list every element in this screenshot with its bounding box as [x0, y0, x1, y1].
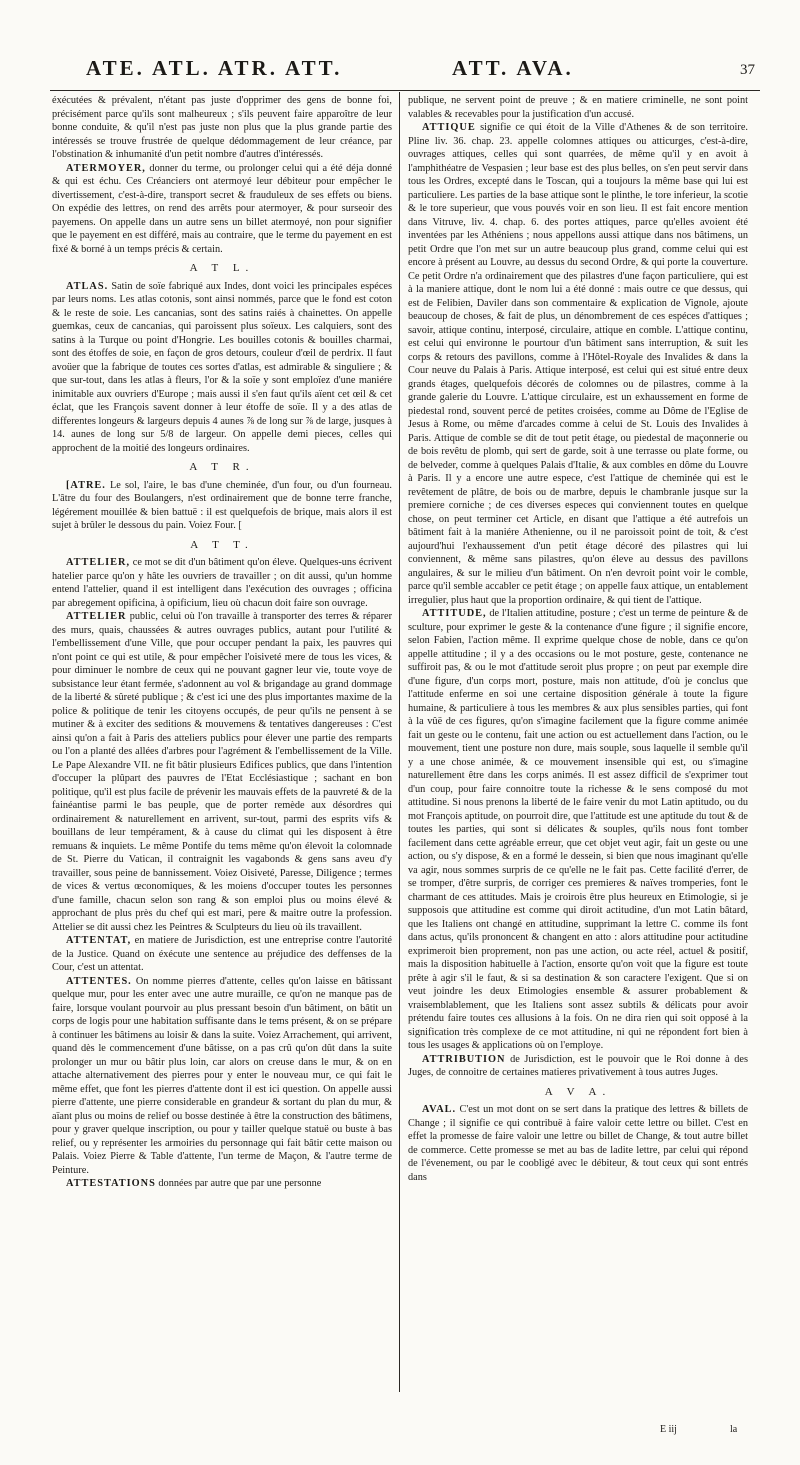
section-heading: A T T.: [190, 538, 254, 551]
dictionary-entry: [408, 121, 748, 607]
entry-text: Satin de soïe fabriqué aux Indes, dont voici les principales espéces par leurs noms. Les atlas cotonis, sont ainsi nommés, parce que le fond est coton & le reste de soie. Les cancanias, sont des satins raiés à chainettes. On appelle guemkas, ceux de cancanias, qui paroissent plus soïeux. Les calquiers, sont des satins à la Turque ou point d'Hongrie. Les bouilles cotonis & bouilles charmai, sont des étoffes de soie, en façon de gros detours, couleur d'œil de perdrix. Il faut avoüer que la fabrique de toutes ces sortes d'atlas, est admirable & singuliere ; & que sur-tout, dans les atlas à fleurs, l'or & la soïe y sont emploïez d'une maniére inimitable aux ouvriers d'Europe ; mais aussi il s'en faut qu'ils aïent cet œil & cet éclat, que les François savent donner à leur étoffe de soïe. Il y a des atlas de differentes longeurs & largeurs depuis 4 aunes ⅞ de long sur ⅞ de large, jusques à 14. aunes de long sur 5/8 de largeur. On appelle demi pieces, celles qui approchent de la moitié des longeurs ordinaires.: [52, 280, 392, 454]
dictionary-entry: [52, 280, 392, 456]
dictionary-entry: [52, 934, 392, 975]
entry-text: données par autre que par une personne: [158, 1178, 322, 1189]
dictionary-entry: [52, 610, 392, 934]
entry-term: ATERMOYER,: [66, 162, 146, 174]
left-column: [52, 94, 392, 1424]
entry-text: éxécutées & prévalent, n'étant pas juste d'opprimer des gens de bonne foi, précisément parce qu'ils sont malheureux ; s'ils peuvent faire apparoître de leur bonne conduite, & qu'il n'est pas juste non plus que la plus grande partie des intéressés se trouve frustrée de quelque dédommagement de leur créance, par l'obstination & inhumanité d'un petit nombre d'autres d'intéressés.: [52, 95, 392, 160]
entry-term: AVAL.: [422, 1104, 457, 1115]
signature-mark: E iij: [660, 1424, 677, 1435]
entry-text: de Jurisdiction, est le pouvoir que le Roi donne à des Juges, de connoitre de certaines matieres privativement à tous autres Juges.: [408, 1053, 748, 1078]
catchword: la: [730, 1424, 738, 1435]
entry-text: publique, ne servent point de preuve ; & en matiere criminelle, ne sont point valables & recevables pour la justification d'un accusé.: [408, 95, 748, 120]
entry-text: en matiere de Jurisdiction, est une entreprise contre l'autorité de la Justice. Quand on éxécute une sentence au préjudice des deffenses de la Cour, c'est un attentat.: [52, 935, 392, 973]
entry-term: ATTENTES.: [66, 975, 132, 987]
running-head-left: ATE. ATL. ATR. ATT.: [86, 56, 343, 80]
entry-text: donner du terme, ou prolonger celui qui a été déja donné & qui est échu. Ces Créanciers ont atermoyé leur débiteur pour empêcher le divertissement, c'est-à-dire, transport secret & frauduleux de ses effets ou biens. On expédie des lettres, on rend des arrêts pour atermoyer, & pour surseoir des payemens. On appelle dans un autre sens un billet atermoyé, non pour signifier que le payement en est différé, mais au contraire, que le terme du payement en est fixé & borné à un temps précis & certain.: [52, 162, 392, 255]
entry-term: ATTITUDE,: [422, 608, 487, 619]
entry-text: signifie ce qui étoit de la Ville d'Athenes & de son territoire. Pline liv. 36. chap. 23. appelle colomnes attiques ou atticurges, c'est-à-dire, ouvrages attiques, celles qui sont quarrées, de même qu'il y en avoit à l'amphithéatre de Vespasien ; leur base est des plus belles, on s'en peut servir dans tous les Ordres, excepté dans le Toscan, qui a toujours la même base qui lui est particuliere. Les parties de la base attique sont le plinthe, le tore inferieur, la scotie & le tore superieur, que vous pouvés voir en son lieu. Il est fait encore mention dans Vitruve, liv. 4. chap. 6. des portes attiques, parce qu'elles avoient été inventées par les Athéniens ; nous appellons aussi attique dans nos bâtimens, un petit Ordre que l'on met sur un autre beaucoup plus grand, comme celui qui est encore à présent au Louvre, au dessus du second Ordre, & qui porte la couverture. Ce petit Ordre n'a ordinairement que des pilastres d'une façon particuliere, qui est à la maniere attique, dont le nom lui a été donné : mais outre ce que dessus, qui est de Felibien, Daviler dans son commentaire & explication de Vignole, ajoute beaucoup de choses, & fait de plus, un dénombrement de ces espéces d'attiques ; savoir, attique continu, interposé, circulaire, attique en comble. L'attique continu, est celui qui environne le pourtour d'un bâtiment sans interruption, & suit les corps & retours des pavillons, comme à l'Hôtel-Royale des Invalides & dans la Cour neuve du Palais à Paris. Attique interposé, est celui qui est situé entre deux grands étages, quelquefois décorés de colomnes ou de pilastres, comme à la grande galerie du Louvre. L'attique circulaire, est un exhaussement en forme de piedestal rond, souvent percé de petites croisées, comme au Dôme de l'Eglise de Jesus à Rome, ou même d'arcades comme à celui de St. Louis des Invalides à Paris. Attique de comble se dit de tout petit étage, ou piedestal de maçonnerie ou de bois revêtu de plomb, qui sert de garde, soit à une terrasse ou plate forme, ou de belveder, comme à quelques Palais d'Italie, & aux combles en dôme du Louvre à Paris. Il y a encore une autre espece, c'est l'attique de cheminée qui est le revêtement de plâtre, de bois ou de marbre, depuis le chambranle jusque sur la premiere corniche ; de ces diverses especes qui conviennent toutes en quelque chose, on peut terminer cet Article, en disant que l'attique a été autrefois un bâtiment fait à la maniére Athenienne, ou il ne paroissoit point de toit, & c'est aujourd'hui l'exhaussement d'un petit étage décoré des pilastres qui lui conviennent, & même sans pilastres, qu'on éleve au dessus des pavillons angulaires, & sur le milieu d'un bâtiment. On n'en devroit point voir le comble, parce qu'il semble accabler ce petit étage ; on appelle faux attique, un entablement irregulier, plus haut que la proportion ordinaire, & qui tient de l'attique.: [408, 122, 748, 606]
entry-term: ATTESTATIONS: [66, 1178, 156, 1189]
running-head-right: ATT. AVA.: [452, 56, 574, 80]
dictionary-entry: [52, 162, 392, 257]
entry-term: ATTELIER,: [66, 557, 131, 568]
header-rule: [50, 90, 760, 91]
section-heading: A V A.: [544, 1085, 612, 1098]
entry-text: de l'Italien attitudine, posture ; c'est un terme de peinture & de sculture, pour exprimer le geste & la contenance d'une figure ; il signifie encore, selon Fabien, l'action même. Il exprime quelque chose de noble, dans ce qu'on appelle attitudine ; il y a des occasions ou le mot posture, geste, contenance ne suffiroit pas, & ou le mot d'attitude seroit plus propre ; on peut par exemple dire d'une figure, d'un corps mort, posture, mais non attitude, d'où je conclus que l'attitude enferme en soi une certaine disposition générale à toute la figure humaine, & particuliere à tous les membres & aux plus sensibles parties, qui font à la vûë de ces figures, qu'on s'imagine facilement que la figure comme animée fait un geste ou le contenu, fait une action ou est actuellement dans l'action, ou le mouvement, tient une posture non dure, mais souple, sous laquelle il semble qu'il y a une chose animée, & ce mouvement insensible qui est, ou s'imagine naturellement être dans les corps animés. Il est assez difficil de s'exprimer tout d'un coup, pour faire connoitre toute la richesse & le sens composé du mot attitudine. Si nous prenons la liberté de le faire venir du mot Latin aptitudo, ou du mot François aptitude, on pourroit dire, que l'attitude est une aptitude du tout & de toutes les parties, qui sont si délicates & souples, qu'ils nous font tomber facilement dans cette agréable erreur, que cet objet veut agir, fait un geste ou une action, ou s'y dispose, & en a formé le dessein, si bien que nous imaginant qu'elle va agir, nous sommes surpris de ce qu'elle ne le fait pas. Cette facilité d'errer, de se tromper, d'être surpris, de corriger ces premieres & naïves tromperies, font le charmant de ces attitudes. Mais je croirois être plus heureux en Etimologie, si je supposois que attitudine est comme qui diroit actitudine, d'un mot Latin bâtard, que les Italiens ont changé en attitudine, supprimant la lettre C. comme ils font dans actus, qu'ils prononcent & changent en atto : alors attitudine pour actitudine exprimeroit bien proprement, non pas une action, ou acte réel, actuel & positif, mais la disposition habituelle à l'action, ensorte qu'on voit que la figure est toute prête à agir s'il le faut, & si sa destination & son caractere l'exigent. Que si on veut joindre les deux Etimologies ensemble & assurer probablement & vraisemblablement, que les Italiens sont assez subtils & délicats pour avoir prétendu faire toutes ces allusions à la fois. On ne dira rien qui soit opposé à la signification très complexe de ce mot attitudine, ni qui ne répondent fort bien à tous les usages & applications où on l'employe.: [408, 608, 748, 1051]
entry-term: [ATRE.: [66, 479, 106, 491]
entry-text: C'est un mot dont on se sert dans la pratique des lettres & billets de Change ; il signifie ce qui contribuë à faire valoir cette lettre ou billet. C'est en effet la promesse de faire valoir une lettre ou billet de Change, & tout autre billet de commerce. Cette promesse se met au bas de ladite lettre, par celui qui répond de l'évenement, ou par le coobligé avec le débiteur, & tout ceux qui sont entrés dans: [408, 1104, 748, 1183]
entry-term: ATTENTAT,: [66, 935, 132, 946]
entry-text: Le sol, l'aire, le bas d'une cheminée, d'un four, ou d'un fourneau. L'âtre du four des Boulangers, n'est ordinairement que de bonne terre franche, légérement mouillée & bien battuë : il est quelquefois de brique, mais alors il est sujet à brûler le dessous du pain. Voiez Four. [: [52, 479, 392, 531]
dictionary-entry: [408, 1103, 748, 1184]
dictionary-entry: [408, 1053, 748, 1080]
right-column: [408, 94, 748, 1424]
entry-text: ce mot se dit d'un bâtiment qu'on éleve. Quelques-uns écrivent hatelier parce qu'on y hâte les ouvriers de travailler ; on dit aussi, qu'un homme entend l'attelier, quand il est intelligent dans l'exécution des ouvrages ; officina par abregement opificina, à opificium, lieu où chacun doit faire son ouvrage.: [52, 557, 392, 609]
dictionary-entry: [408, 607, 748, 1053]
entry-term: ATTIQUE: [422, 122, 476, 133]
page-number: 37: [740, 62, 755, 78]
column-divider: [399, 92, 400, 1392]
dictionary-entry: [52, 1177, 392, 1191]
entry-term: ATLAS.: [66, 280, 109, 292]
entry-text: On nomme pierres d'attente, celles qu'on laisse en bâtissant quelque mur, pour les enter avec une autre muraille, ce qu'on ne manque pas de faire, lorsque voulant pourvoir au plus pressant besoin d'un bâtiment, on bâtit un corps de logis pour une habitation suffisante dans le tems présent, & on se prépare à continuer les bâtimens au loisir & dans la suite. Voiez Arrachement, qui arrivent, quand dès le commencement d'une bâtisse, on a pas crû qu'on dût dans la suite prolonger un mur ou bâtir plus loin, car alors on creuse dans le mur, & on en attache alternativement des pierres pour y enter le nouveau mur, ce qui fait le même effet, que font les pierres d'attente dont il est ici question. On appelle aussi pierre d'attente, une pierre considerable en grandeur & sortant du plan du mur, & aïant plus ou moins de relief ou bosse destinée à être la construction des bâtimens, pour y graver quelque inscription, ou pour y tailler quelque statuë ou buste à bas relief, ou y représenter les armoiries du personnage qui fait bâtir cette maison ou Palais. Voiez Pierre & Table d'attente, l'un terme de Maçon, & l'autre terme de Peinture.: [52, 975, 392, 1176]
dictionary-entry: [52, 975, 392, 1178]
dictionary-entry: [52, 94, 392, 162]
section-heading: A T L.: [189, 262, 255, 274]
entry-term: ATTELIER: [66, 611, 127, 622]
entry-term: ATTRIBUTION: [422, 1053, 506, 1065]
entry-text: public, celui où l'on travaille à transporter des terres & réparer des murs, quais, chaussées & autres ouvrages publics, autant pour l'utilité & l'embellissement d'une Ville, que pour occuper pendant la paix, les pauvres qui n'ont point ce qui est utile, & pour empêcher l'oisiveté mere de tous les vices, & pour diminuer le nombre de ceux qui ne pouvant gagner leur vie, toute voye de subsistance leur étant fermée, s'adonnent au vol & brigandage au grand dommage de la liberté & sûreté publique ; & c'est ici une des plus importantes maxime de la police & politique de tenir les citoyens occupés, de peur qu'ils ne pensent à se mutiner & à exciter des seditions & mouvemens & tentatives dangereuses : C'est ainsi qu'on a fait à Paris des atteliers publics pour élever une partie des remparts ou l'on a planté des allées d'arbres pour l'agrément & l'embellissement de la Ville. Le Pape Alexandre VII. ne fit bâtir plusieurs Edifices publics, que dans l'intention d'occuper la plûpart des pauvres de l'Etat Ecclésiastique ; sachant en bon politique, qu'il est plus facile de prévenir les mauvais effets de la pauvreté & de la fainéantise parmi le bas peuple, que de porter remède aux désordres qui ordinairement & naturellement en arrivent, sur-tout, parmi des esprits vifs & bouillans de leur tempérament, & à cause du climat qui les disposent à être remuans & inquiets. Le même Pontife du tems même qu'on élevoit la colomnade de St. Pierre du Vatican, il contraignit les vagabonds & gens sans aveu d'y travailler, sous peine de bannissement. Voiez Oisiveté, Paresse, Diligence ; termes de vices & vertus œconomiques, & les moiens d'occuper toutes les personnes d'une famille, chacun selon son rang & son emploi plus ou moins élevé & approchant de plus près du chef qui est mari, pere & maitre outre la profession. Attelier se dit aussi chez les Peintres & Sculpteurs du lieu où ils travaillent.: [52, 611, 392, 933]
dictionary-entry: [52, 479, 392, 533]
dictionary-entry: [52, 556, 392, 610]
section-heading: A T R.: [189, 461, 255, 473]
dictionary-entry: [408, 94, 748, 121]
